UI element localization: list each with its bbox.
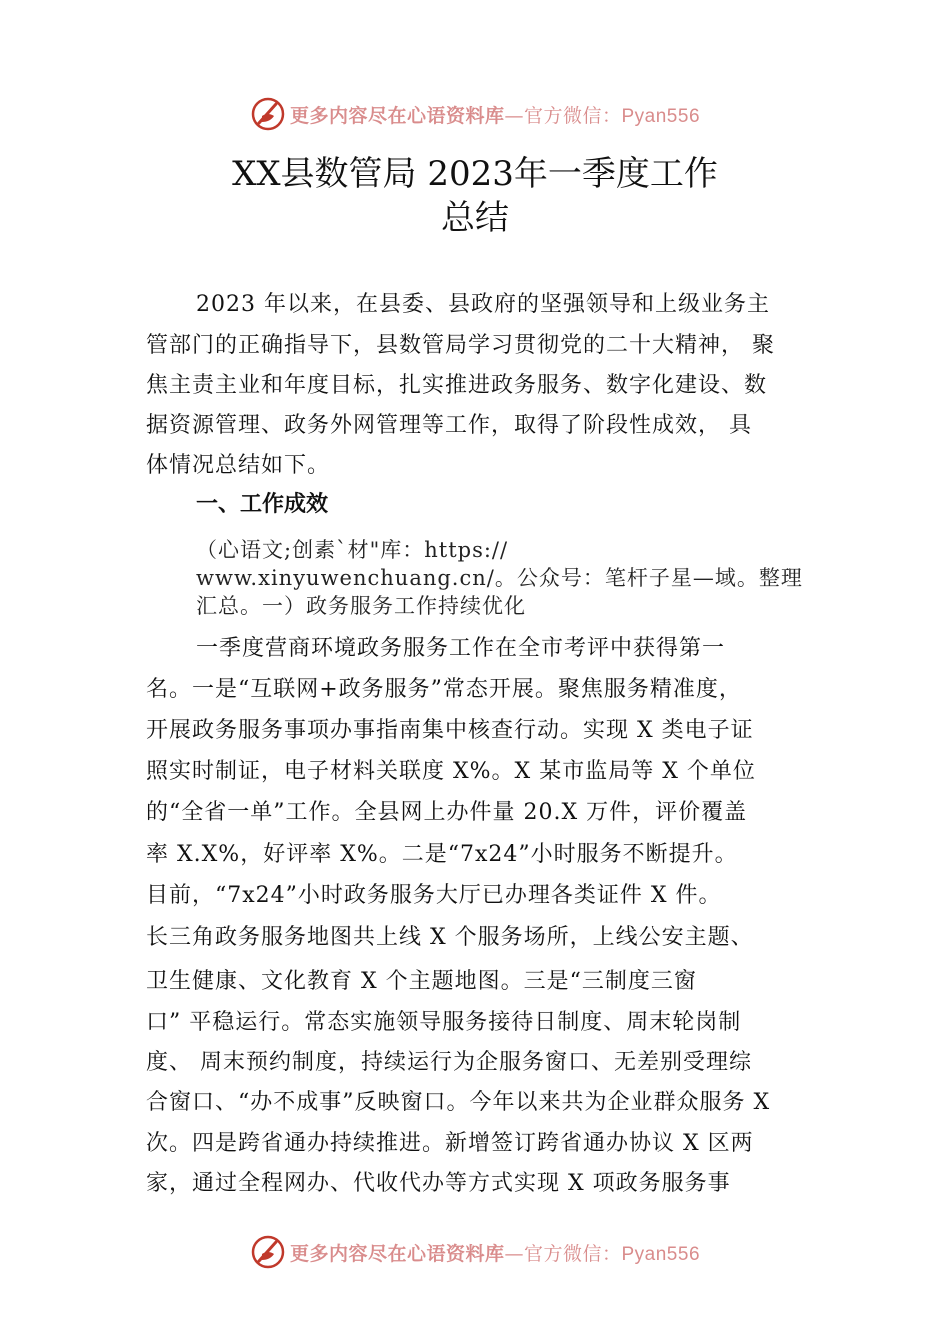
banner-main-text: 更多内容尽在心语资料库 [289,104,505,127]
body-line: 目前，“7x24”小时政务服务大厅已办理各类证件 X 件。 [146,883,722,908]
body-line: 的“全省一单”工作。全县网上办件量 20.X 万件，评价覆盖 [146,800,748,825]
body-line: 长三角政务服务地图共上线 X 个服务场所，上线公安主题、 [146,925,754,950]
banner-separator: — [504,1242,524,1265]
brush-logo-icon [250,1234,286,1270]
body-line: 名。一是“互联网+政务服务”常态开展。聚焦服务精准度， [146,677,742,702]
banner-separator: — [504,104,524,127]
source-note-line: 汇总。一）政务服务工作持续优化 [196,594,526,618]
body-line: 率 X.X%，好评率 X%。二是“7x24”小时服务不断提升。 [146,842,738,867]
section-heading: 一、工作成效 [196,492,329,517]
body-line: 照实时制证，电子材料关联度 X%。X 某市监局等 X 个单位 [146,759,756,784]
intro-line: 2023 年以来，在县委、县政府的坚强领导和上级业务主 [196,292,770,317]
body-line: 卫生健康、文化教育 X 个主题地图。三是“三制度三窗 [146,969,697,994]
document-title-line-2: 总结 [441,198,509,238]
banner-wechat-text: 官方微信：Pyan556 [524,1243,701,1265]
body-line: 开展政务服务事项办事指南集中核查行动。实现 X 类电子证 [146,718,754,743]
intro-line: 焦主责主业和年度目标，扎实推进政务服务、数字化建设、数 [146,373,768,398]
brush-logo-icon [250,96,286,132]
body-line: 家，通过全程网办、代收代办等方式实现 X 项政务服务事 [146,1171,731,1196]
source-note-line: （心语文;创素`材"库：https:// [196,538,509,562]
intro-line: 据资源管理、政务外网管理等工作，取得了阶段性成效， 具 [146,413,752,438]
body-line: 口” 平稳运行。常态实施领导服务接待日制度、周末轮岗制 [146,1010,742,1035]
document-title-line-1: XX县数管局 2023年一季度工作 [232,154,718,194]
body-line: 合窗口、“办不成事”反映窗口。今年以来共为企业群众服务 X [146,1090,771,1115]
source-note-line: www.xinyuwenchuang.cn/。公众号：笔杆子星—域。整理 [196,566,803,590]
body-line: 一季度营商环境政务服务工作在全市考评中获得第一 [196,636,726,661]
header-watermark-banner [0,94,950,134]
intro-line: 体情况总结如下。 [146,453,331,478]
body-line: 次。四是跨省通办持续推进。新增签订跨省通办协议 X 区两 [146,1131,754,1156]
intro-line: 管部门的正确指导下，县数管局学习贯彻党的二十大精神， 聚 [146,333,775,358]
body-line: 度、 周末预约制度，持续运行为企服务窗口、无差别受理综 [146,1050,752,1075]
banner-wechat-text: 官方微信：Pyan556 [524,105,701,127]
footer-watermark-banner [0,1232,950,1272]
banner-main-text: 更多内容尽在心语资料库 [289,1242,505,1265]
